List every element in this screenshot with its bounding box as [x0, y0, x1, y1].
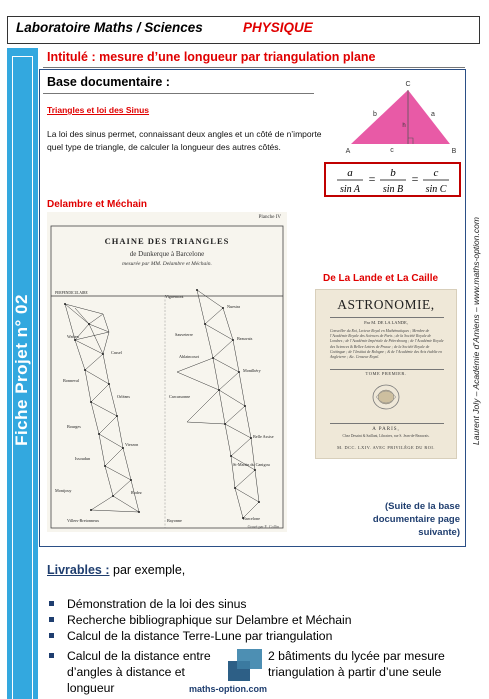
maths-option-logo-icon — [228, 649, 262, 681]
vertex-b-label: B — [451, 148, 457, 155]
book-author: Par M. DE LA LANDE, — [364, 320, 408, 325]
list-item — [47, 612, 467, 628]
town-label: Vierzon — [125, 442, 139, 447]
svg-text:=: = — [368, 172, 376, 186]
list-item-text: longueur — [67, 681, 115, 695]
town-label: Issoudun — [75, 456, 91, 461]
book-rule — [330, 369, 444, 370]
town-label: Beauvais — [237, 336, 253, 341]
law-sinb: sin B — [382, 184, 404, 195]
book-rule — [330, 423, 444, 424]
chain-of-triangles-map — [47, 212, 287, 532]
chain-title: CHAINE DES TRIANGLES — [104, 236, 230, 246]
book-city: A PARIS, — [372, 427, 400, 432]
law-sina: sin A — [339, 184, 361, 195]
law-b: b — [390, 167, 396, 179]
town-label: Ablaincourt — [179, 354, 200, 359]
base-title-underline — [43, 93, 314, 94]
header-lab-title: Laboratoire Maths / Sciences — [16, 20, 203, 35]
triangles-sinus-title: Triangles et loi des Sinus — [47, 105, 150, 115]
bullet-square-icon — [49, 633, 54, 638]
town-label: Barcelone — [243, 516, 260, 521]
lalande-title: De La Lande et La Caille — [323, 273, 439, 284]
list-item-text: triangulation à partir d’une seule — [268, 665, 442, 679]
town-label: Montlhéry — [243, 368, 261, 373]
law-sinc: sin C — [425, 184, 447, 195]
town-label: Carcassonne — [169, 394, 191, 399]
book-rule — [330, 317, 444, 318]
author-credit-vertical: Laurent Joly – Académie d’Amiens – www.maths-option.com — [471, 217, 481, 445]
maths-option-logo-text: maths-option.com — [189, 684, 267, 694]
chain-subtitle: de Dunkerque à Barcelone — [129, 250, 205, 258]
bullet-square-icon — [49, 617, 54, 622]
book-publisher: Chez Desaint & Saillant, Libraires, rue S. Jean-de-Beauvais. — [342, 434, 430, 438]
side-a-label: a — [431, 111, 435, 118]
livrables-intro: par exemple, — [109, 563, 186, 577]
town-label: Orléans — [117, 394, 131, 399]
vertex-c-label: C — [405, 81, 411, 88]
list-item — [47, 596, 467, 612]
livrables-list — [47, 596, 467, 644]
law-c: c — [433, 167, 439, 179]
list-item-text: Calcul de la distance entre — [67, 649, 211, 663]
vertex-a-label: A — [345, 148, 351, 155]
town-label: Cassel — [111, 350, 122, 355]
town-label: St-Martin du Canigou — [233, 462, 270, 467]
livrables-heading — [47, 563, 185, 577]
bullet-square-icon — [49, 601, 54, 606]
list-item-text: d’angles à distance et — [67, 665, 185, 679]
height-h-label: h — [402, 123, 406, 129]
town-label: Bonneval — [63, 378, 80, 383]
suite-note: (Suite de la base documentaire page suivante) — [372, 501, 460, 538]
svg-text:=: = — [411, 172, 419, 186]
book-ornament-icon — [370, 382, 402, 412]
town-label: Villers-Bretonneux — [67, 518, 100, 523]
book-description: Conseiller du Roi, Lecteur Royal en Mathématiques ; Membre de l’Académie Royale des Sciences de Paris ; de la Société Royale de Londres ; de l’Académie Impériale de Pétersbourg ; de l’Académie Royale des Sciences & Belles-Lettres de Prusse ; de la Société Royale de Gottingue ; de l’Institut de Bologne ; & de l’Académie des Arts établie en Angleterre ; &c. Censeur Royal. — [330, 329, 444, 360]
law-a: a — [347, 167, 353, 179]
town-label: Sauveterre — [175, 332, 193, 337]
book-title: ASTRONOMIE, — [337, 297, 435, 312]
town-label: Vignemont — [165, 294, 184, 299]
book-tome: TOME PREMIER. — [365, 371, 407, 376]
chain-plate-number: Planche IV — [258, 215, 281, 220]
side-b-label: b — [373, 111, 377, 118]
book-year: M. DCC. LXIV. AVEC PRIVILÈGE DU ROI. — [337, 445, 435, 450]
base-documentaire-title: Base documentaire : — [47, 75, 170, 89]
list-item-text: Calcul de la distance Terre-Lune par triangulation — [67, 629, 333, 643]
list-item-text: Recherche bibliographique sur Delambre et Méchain — [67, 613, 352, 627]
town-label: Nuestra — [227, 304, 241, 309]
list-item-text: 2 bâtiments du lycée par mesure — [268, 649, 445, 663]
town-label: Watten — [67, 334, 79, 339]
triangles-sinus-text: La loi des sinus permet, connaissant deux angles et un côté de n’importe quel type de triangle, de calculer la longueur des autres côtés. — [47, 129, 322, 152]
town-label: Bayonne — [167, 518, 182, 523]
header-subject: PHYSIQUE — [243, 20, 313, 35]
triangle-figure — [340, 76, 464, 156]
list-item — [47, 628, 467, 644]
chain-engraver-credit: Gravé par E. Collin — [247, 524, 279, 529]
livrables-label: Livrables : — [47, 563, 110, 577]
side-c-label: c — [390, 147, 394, 154]
town-label: Rodez — [131, 490, 142, 495]
bullet-square-icon — [49, 653, 54, 658]
town-label: Belle Assise — [253, 434, 274, 439]
chain-subtitle-2: mesurée par MM. Delambre et Méchain. — [122, 261, 212, 267]
fiche-projet-label: Fiche Projet n° 02 — [12, 294, 31, 446]
astronomie-book-page — [315, 289, 457, 459]
town-label: Bourges — [67, 424, 81, 429]
perpendiculaire-label: PERPENDICULAIRE — [55, 291, 88, 295]
intitule-title: Intitulé : mesure d’une longueur par triangulation plane — [47, 50, 376, 64]
sine-law-formula — [324, 162, 461, 197]
triangle-shape — [351, 90, 450, 144]
intitule-underline — [43, 67, 465, 68]
delambre-title: Delambre et Méchain — [47, 199, 148, 210]
list-item-text: Démonstration de la loi des sinus — [67, 597, 247, 611]
town-label: Montjouy — [55, 488, 72, 493]
